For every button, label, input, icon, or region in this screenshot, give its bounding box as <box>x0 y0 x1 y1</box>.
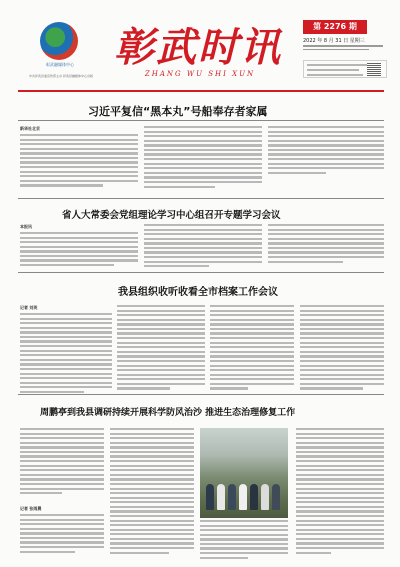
article-fourth-column-1 <box>20 428 104 497</box>
qr-code-icon <box>367 62 381 76</box>
byline-top: 新华社北京 <box>20 126 40 131</box>
masthead-pinyin: ZHANG WU SHI XUN <box>144 70 256 78</box>
article-second-column-3 <box>268 224 384 265</box>
article-second-column-1 <box>20 232 138 269</box>
divider <box>18 120 384 121</box>
byline-second: 本报讯 <box>20 224 32 229</box>
news-photo <box>200 428 288 518</box>
headline-fourth: 周鹏亭到我县调研持续开展科学防风治沙 推进生态治理修复工作 <box>40 408 296 418</box>
article-fourth-column-1b <box>20 514 104 555</box>
issue-number-badge: 第 2276 期 <box>303 20 367 34</box>
article-third-column-4 <box>300 305 384 392</box>
masthead-divider <box>18 90 384 92</box>
article-top-column-3 <box>268 126 384 176</box>
masthead-title: 彰武时讯 <box>114 24 282 71</box>
article-top-column-1 <box>20 134 138 189</box>
article-third-column-1 <box>20 313 112 395</box>
publisher-info-line <box>303 45 393 50</box>
divider <box>18 198 384 199</box>
headline-second: 省人大常委会党组理论学习中心组召开专题学习会议 <box>62 210 281 221</box>
logo-subcaption: 中共彰武县委宣传部主办 彰武县融媒体中心出版 <box>29 74 93 78</box>
article-second-column-2 <box>144 224 262 270</box>
media-center-logo-icon <box>40 22 78 60</box>
article-third-column-2 <box>117 305 205 392</box>
photo-caption <box>200 520 288 561</box>
article-top-column-2 <box>144 126 262 190</box>
divider <box>18 394 384 395</box>
byline-third: 记者 刘英 <box>20 305 38 310</box>
article-fourth-column-2 <box>110 428 194 556</box>
headline-third: 我县组织收听收看全市档案工作会议 <box>118 287 278 298</box>
headline-top: 习近平复信“黑本丸”号船奉存者家属 <box>88 105 268 118</box>
logo-caption: 彰武融媒体中心 <box>46 62 74 67</box>
article-third-column-3 <box>210 305 294 392</box>
divider <box>18 272 384 273</box>
byline-fourth: 记者 张雨晨 <box>20 506 42 511</box>
article-fourth-column-4 <box>296 428 384 556</box>
issue-date: 2022 年 8 月 31 日 星期三 <box>303 38 365 44</box>
